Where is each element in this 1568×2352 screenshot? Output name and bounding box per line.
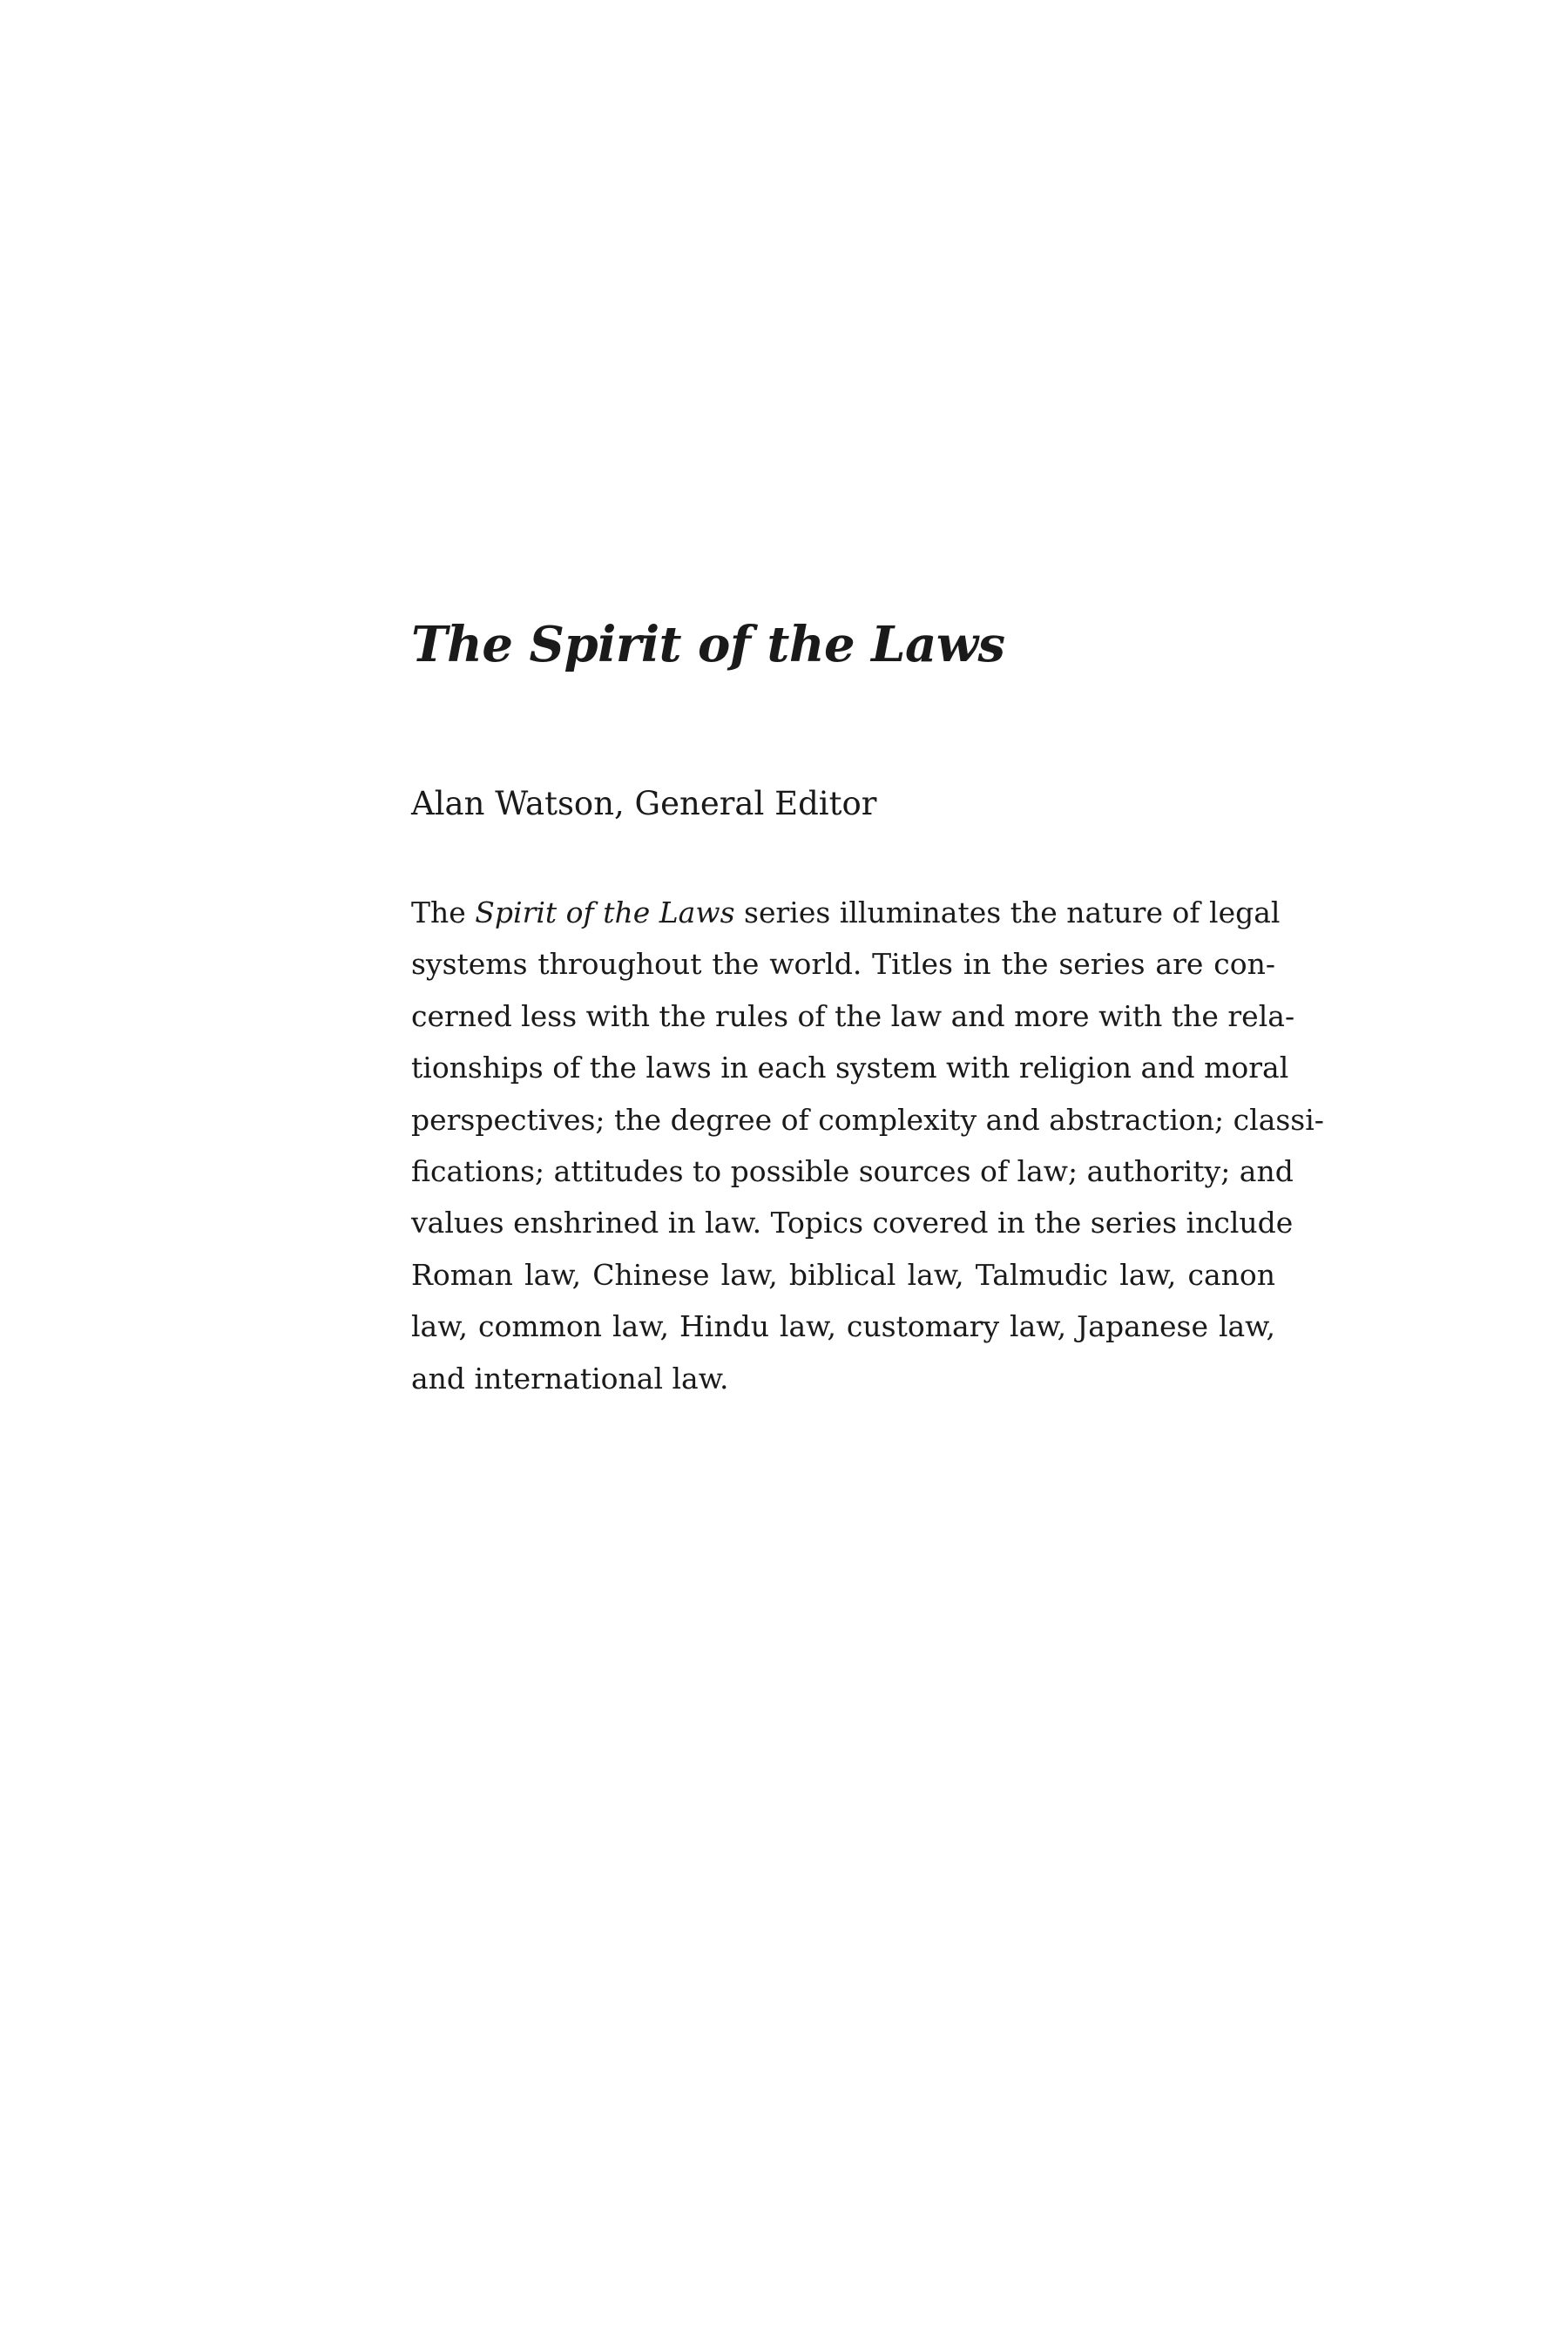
description-line: law, common law, Hindu law, customary law, Japanese law, (411, 1309, 1275, 1344)
general-editor: Alan Watson, General Editor (411, 785, 877, 822)
series-name-italic: Spirit of the Laws (475, 896, 735, 929)
description-text: The (411, 896, 476, 929)
description-line: tionships of the laws in each system with religion and moral (411, 1051, 1289, 1085)
description-text: series illuminates the nature of legal (734, 896, 1281, 929)
description-line (411, 887, 1281, 938)
description-line: Roman law, Chinese law, biblical law, Talmudic law, canon (411, 1257, 1275, 1292)
description-line: values enshrined in law. Topics covered in the series include (411, 1206, 1294, 1240)
description-line: and international law. (411, 1361, 729, 1396)
description-line: cerned less with the rules of the law and more with the rela- (411, 998, 1295, 1033)
description-line: perspectives; the degree of complexity and abstraction; classi- (411, 1102, 1324, 1137)
description-line: systems throughout the world. Titles in the series are con- (411, 947, 1275, 982)
description-line: fications; attitudes to possible sources of law; authority; and (411, 1153, 1294, 1188)
series-title: The Spirit of the Laws (411, 616, 1005, 673)
series-description (411, 887, 1324, 1404)
